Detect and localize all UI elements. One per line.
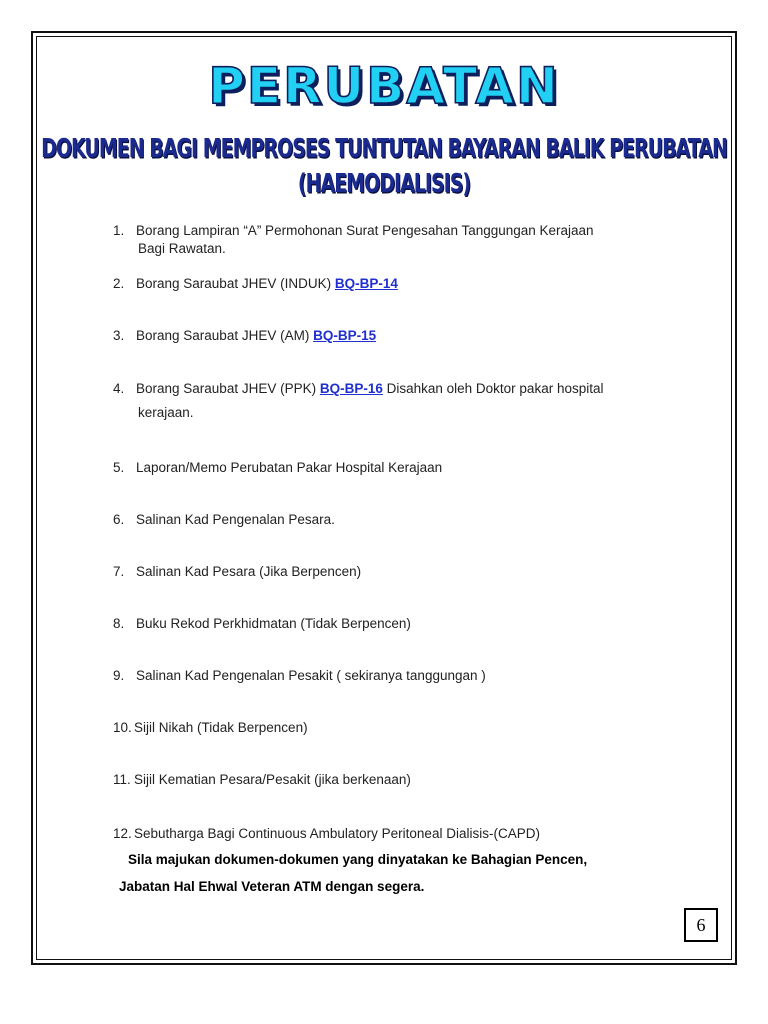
list-item	[113, 771, 411, 789]
document-subtitle-category: (HAEMODIALISIS)	[297, 169, 471, 199]
instruction-note-line1: Sila majukan dokumen-dokumen yang dinyatakan ke Bahagian Pencen,	[128, 852, 588, 867]
item-text: Salinan Kad Pesara (Jika Berpencen)	[136, 564, 362, 579]
list-item	[113, 719, 308, 737]
page-number: 6	[684, 908, 718, 942]
document-subtitle: DOKUMEN BAGI MEMPROSES TUNTUTAN BAYARAN BALIK PERUBATAN	[41, 134, 727, 164]
item-text-continued: kerajaan.	[138, 405, 194, 420]
item-number: 8.	[113, 616, 125, 631]
form-link-bq-bp-16[interactable]: BQ-BP-16	[319, 381, 383, 396]
form-link-bq-bp-14[interactable]: BQ-BP-14	[334, 276, 398, 291]
item-text: Salinan Kad Pengenalan Pesara.	[136, 512, 335, 527]
item-text: Buku Rekod Perkhidmatan (Tidak Berpencen)	[136, 616, 411, 631]
item-number: 2.	[113, 276, 125, 291]
item-text: Borang Lampiran “A” Permohonan Surat Pengesahan Tanggungan Kerajaan	[136, 223, 594, 238]
list-item	[113, 380, 603, 422]
item-text: Borang Saraubat JHEV (AM)	[136, 328, 314, 343]
item-number: 10.	[113, 720, 132, 735]
item-text: Borang Saraubat JHEV (PPK)	[136, 381, 320, 396]
page-title: PERUBATAN	[208, 57, 560, 115]
item-number: 6.	[113, 512, 125, 527]
item-number: 7.	[113, 564, 125, 579]
item-number: 12.	[113, 826, 132, 841]
item-number: 4.	[113, 381, 125, 396]
list-item	[113, 327, 376, 345]
item-text: Sebutharga Bagi Continuous Ambulatory Peritoneal Dialisis-(CAPD)	[134, 826, 540, 841]
list-item	[113, 511, 335, 529]
item-text-after-link: Disahkan oleh Doktor pakar hospital	[382, 381, 604, 396]
item-text: Borang Saraubat JHEV (INDUK)	[136, 276, 335, 291]
list-item	[113, 615, 411, 633]
item-number: 3.	[113, 328, 125, 343]
item-text-continued: Bagi Rawatan.	[138, 241, 226, 256]
form-link-bq-bp-15[interactable]: BQ-BP-15	[313, 328, 377, 343]
item-text: Sijil Kematian Pesara/Pesakit (jika berkenaan)	[134, 772, 411, 787]
list-item	[113, 222, 594, 258]
item-text: Salinan Kad Pengenalan Pesakit ( sekiranya tanggungan )	[136, 668, 486, 683]
list-item	[113, 825, 540, 843]
list-item	[113, 563, 361, 581]
item-number: 9.	[113, 668, 125, 683]
item-text: Sijil Nikah (Tidak Berpencen)	[134, 720, 308, 735]
item-number: 5.	[113, 460, 125, 475]
list-item	[113, 667, 486, 685]
item-text: Laporan/Memo Perubatan Pakar Hospital Kerajaan	[136, 460, 443, 475]
item-number: 11.	[113, 772, 131, 787]
list-item	[113, 275, 398, 293]
instruction-note-line2: Jabatan Hal Ehwal Veteran ATM dengan segera.	[119, 879, 425, 894]
item-number: 1.	[113, 223, 125, 238]
list-item	[113, 459, 442, 477]
